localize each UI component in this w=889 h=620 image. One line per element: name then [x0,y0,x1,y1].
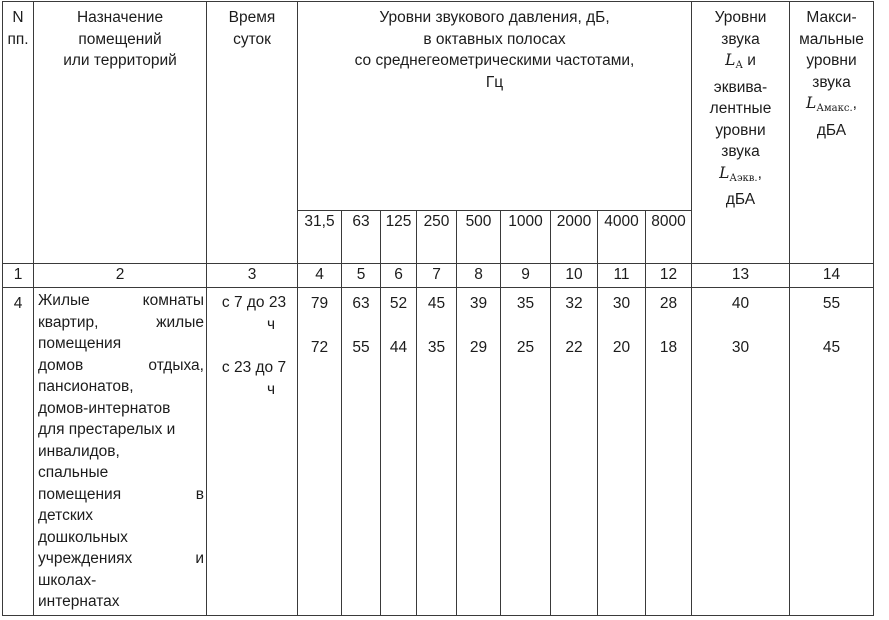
freq-cell: 31,5 [298,211,342,264]
freq-cell: 4000 [598,211,646,264]
col-num-cell: 14 [790,264,874,288]
level-cell-1000: 35 25 [501,288,551,616]
col-num-cell: 3 [207,264,298,288]
header-purpose: Назначение помещений или территорий [34,2,207,264]
level-cell-63: 63 55 [342,288,381,616]
freq-cell: 250 [417,211,457,264]
header-time: Время суток [207,2,298,264]
level-cell-250: 45 35 [417,288,457,616]
header-n: N пп. [3,2,34,264]
freq-cell: 8000 [646,211,692,264]
header-row [3,2,874,211]
laeq-symbol: $L_{Аэкв.}$ [719,163,758,184]
time-of-day: с 7 до 23 ч с 23 до 7 ч [207,288,298,616]
la-symbol: $L_А$ [725,51,743,71]
level-cell-31-5: 79 72 [298,288,342,616]
noise-levels-table [2,1,874,616]
level-cell-125: 52 44 [381,288,417,616]
equivalent-level-cell: 40 30 [692,288,790,616]
col-num-cell: 6 [381,264,417,288]
col-num-cell: 4 [298,264,342,288]
level-cell-500: 39 29 [457,288,501,616]
premises-purpose: Жилые комнаты квартир, жилые помещения домов отдыха, пансионатов, домов-интернатов для престарелых и инвалидов, спальные помещения в детских дошкольных учреждениях и школах- интернатах [34,288,207,616]
freq-cell: 2000 [551,211,598,264]
level-cell-8000: 28 18 [646,288,692,616]
col-num-cell: 8 [457,264,501,288]
col-num-cell: 5 [342,264,381,288]
level-cell-4000: 30 20 [598,288,646,616]
freq-cell: 63 [342,211,381,264]
freq-cell: 125 [381,211,417,264]
header-sound-pressure-levels: Уровни звукового давления, дБ, в октавных полосах со среднегеометрическими частотами, Гц [298,2,692,211]
row-number: 4 [3,288,34,616]
col-num-cell: 2 [34,264,207,288]
col-num-cell: 1 [3,264,34,288]
col-num-cell: 7 [417,264,457,288]
column-number-row [3,264,874,288]
level-cell-2000: 32 22 [551,288,598,616]
table-row [3,288,874,616]
col-num-cell: 11 [598,264,646,288]
header-sound-level-la: Уровни звука $L_А$ и эквива- лентные уровни звука $L_{Аэкв.}$, дБА [692,2,790,264]
col-num-cell: 12 [646,264,692,288]
freq-cell: 500 [457,211,501,264]
header-max-sound-level: Макси- мальные уровни звука $L_{Амакс.}$, дБА [790,2,874,264]
col-num-cell: 10 [551,264,598,288]
max-level-cell: 55 45 [790,288,874,616]
freq-cell: 1000 [501,211,551,264]
lamax-symbol: $L_{Амакс.}$ [806,94,853,114]
col-num-cell: 9 [501,264,551,288]
col-num-cell: 13 [692,264,790,288]
